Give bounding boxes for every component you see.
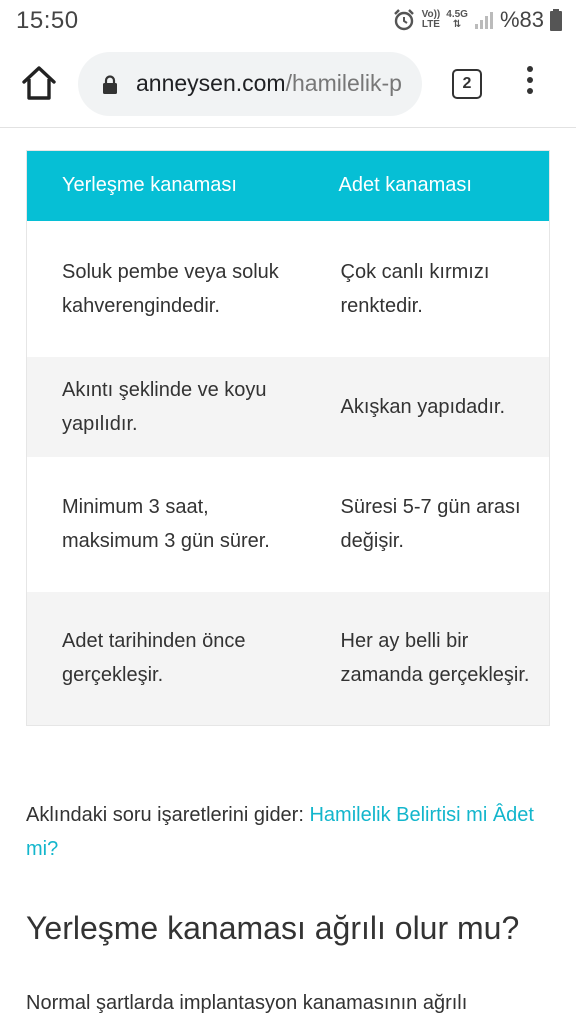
signal-icon — [474, 10, 494, 30]
table-row — [27, 221, 550, 357]
related-article-link[interactable]: Hamilelik Belirtisi mi Âdet mi? — [26, 804, 534, 860]
table-cell: Akışkan yapıdadır. — [306, 357, 550, 457]
home-icon[interactable] — [20, 64, 58, 102]
article-paragraph-2: Normal şartlarda implantasyon kanamasının ağrılı — [26, 992, 468, 1014]
table-row — [27, 457, 550, 592]
table-cell: Her ay belli bir zamanda gerçekleşir. — [306, 592, 550, 726]
table-cell: Akıntı şeklinde ve koyu yapılıdır. — [27, 357, 306, 457]
table-row — [27, 357, 550, 457]
alarm-icon — [392, 8, 416, 32]
network-label: 4.5G ⇅ — [446, 9, 468, 30]
comparison-table — [26, 150, 550, 726]
more-vert-icon[interactable] — [522, 66, 538, 102]
table-cell: Adet tarihinden önce gerçekleşir. — [27, 592, 306, 726]
table-header: Adet kanaması — [306, 151, 550, 221]
status-icons — [392, 6, 562, 34]
url-path: /hamilelik-p — [285, 70, 402, 96]
url-domain: anneysen.com — [136, 70, 286, 96]
url-bar[interactable] — [78, 52, 422, 116]
article-paragraph — [26, 798, 550, 866]
tabs-icon[interactable]: 2 — [452, 69, 482, 99]
browser-toolbar — [0, 40, 576, 128]
lock-icon — [102, 75, 118, 94]
status-bar — [0, 0, 576, 40]
volte-label: Vo)) LTE — [421, 9, 441, 30]
battery-percent: %83 — [499, 7, 544, 32]
table-header-row — [27, 151, 550, 221]
table-cell: Minimum 3 saat, maksimum 3 gün sürer. — [27, 457, 306, 592]
url-text — [136, 70, 402, 97]
table-cell: Soluk pembe veya soluk kahverengindedir. — [27, 221, 306, 357]
paragraph-text: Aklındaki soru işaretlerini gider: — [26, 804, 310, 826]
section-heading: Yerleşme kanaması ağrılı olur mu? — [26, 910, 520, 946]
status-time: 15:50 — [16, 7, 79, 34]
table-row — [27, 592, 550, 726]
table-cell: Süresi 5-7 gün arası değişir. — [306, 457, 550, 592]
table-cell: Çok canlı kırmızı renktedir. — [306, 221, 550, 357]
battery-icon — [550, 9, 562, 31]
table-header: Yerleşme kanaması — [27, 151, 306, 221]
